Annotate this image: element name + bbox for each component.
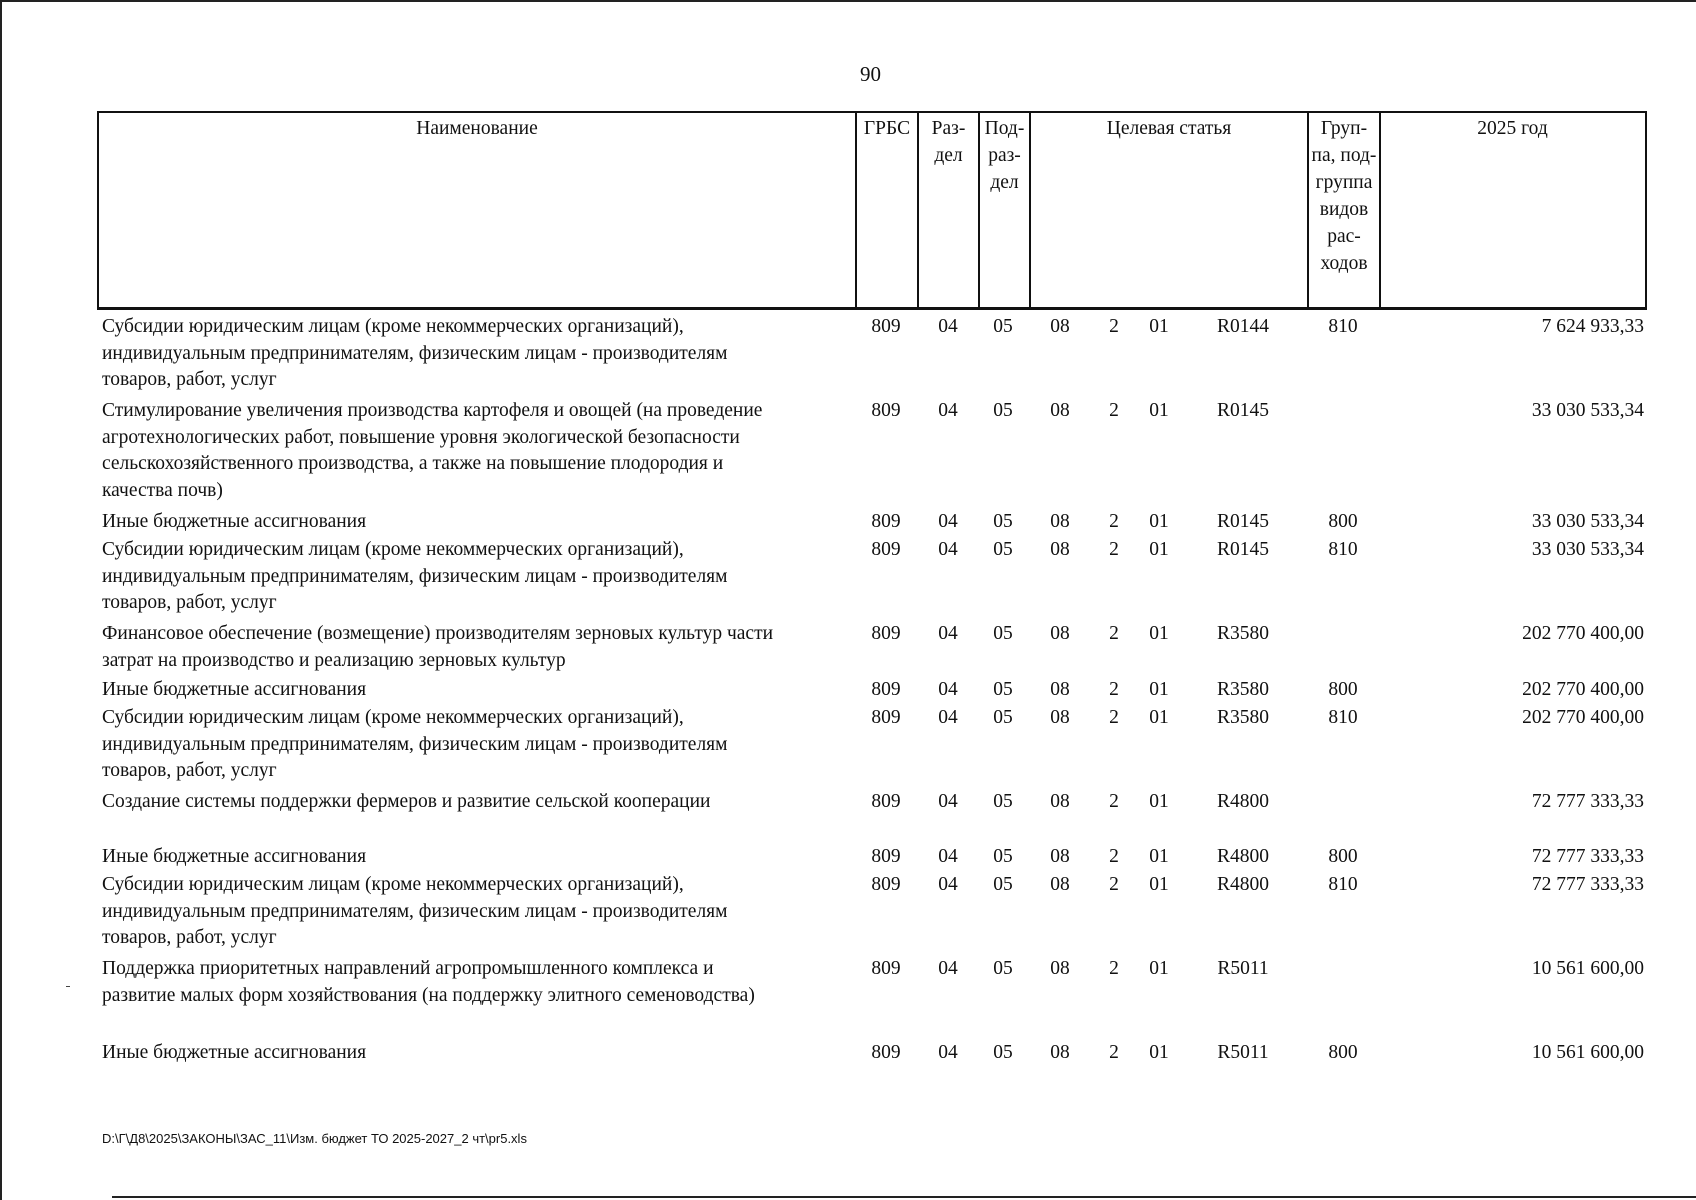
- row-razdel: 04: [938, 539, 958, 560]
- row-name: [102, 844, 848, 871]
- row-name-line: Субсидии юридическим лицам (кроме некоммерческих организаций),: [102, 539, 684, 560]
- row-name: [102, 314, 848, 394]
- row-cs3: 01: [1149, 846, 1169, 867]
- row-amount: 202 770 400,00: [1522, 679, 1644, 700]
- row-cs1: 08: [1050, 1042, 1070, 1063]
- row-cs3: 01: [1149, 400, 1169, 421]
- header-grbs: [855, 113, 917, 307]
- header-group-line: группа: [1315, 172, 1373, 193]
- header-podrazdel-line: Под-: [984, 118, 1025, 139]
- header-group: [1307, 113, 1379, 307]
- row-grbs: 809: [871, 400, 901, 421]
- row-cs3: 01: [1149, 1042, 1169, 1063]
- row-grbs: 809: [871, 846, 901, 867]
- row-cs2: 2: [1109, 846, 1119, 867]
- row-name-line: индивидуальным предпринимателям, физическим лицам - производителям: [102, 342, 728, 364]
- row-cs1: 08: [1050, 400, 1070, 421]
- row-cs4: R5011: [1217, 1042, 1269, 1063]
- row-cs1: 08: [1050, 539, 1070, 560]
- row-vr: 810: [1328, 539, 1358, 560]
- row-cs2: 2: [1109, 511, 1119, 532]
- row-name-line: агротехнологических работ, повышение уровня экологической безопасности: [102, 426, 740, 448]
- row-name: [102, 621, 848, 674]
- header-podrazdel-line: раз-: [988, 145, 1021, 166]
- header-target: [1029, 113, 1307, 307]
- scan-mark: [66, 986, 70, 987]
- row-razdel: 04: [938, 846, 958, 867]
- row-name-line: Иные бюджетные ассигнования: [102, 846, 367, 867]
- row-cs3: 01: [1149, 679, 1169, 700]
- header-name: [99, 113, 855, 307]
- header-podrazdel: [978, 113, 1029, 307]
- row-podrazdel: 05: [993, 707, 1013, 728]
- header-group-line: рас-: [1327, 226, 1361, 247]
- row-name-line: Субсидии юридическим лицам (кроме некоммерческих организаций),: [102, 707, 684, 728]
- row-amount: 10 561 600,00: [1531, 958, 1644, 979]
- row-cs4: R0145: [1216, 400, 1269, 421]
- row-cs1: 08: [1050, 874, 1070, 895]
- row-name-line: товаров, работ, услуг: [102, 760, 277, 781]
- row-cs2: 2: [1109, 707, 1119, 728]
- row-cs3: 01: [1149, 539, 1169, 560]
- row-cs3: 01: [1149, 958, 1169, 979]
- row-amount: 33 030 533,34: [1531, 511, 1644, 532]
- header-razdel-line: дел: [934, 145, 963, 166]
- header-razdel: [917, 113, 978, 307]
- row-name-line: Создание системы поддержки фермеров и развитие сельской кооперации: [102, 791, 711, 812]
- row-name-line: сельскохозяйственного производства, а также на повышение плодородия и: [102, 453, 724, 474]
- row-cs2: 2: [1109, 623, 1119, 644]
- row-name-line: Иные бюджетные ассигнования: [102, 679, 367, 700]
- row-amount: 7 624 933,33: [1541, 316, 1644, 337]
- row-name-line: Поддержка приоритетных направлений агропромышленного комплекса и: [102, 958, 714, 979]
- row-amount: 72 777 333,33: [1531, 874, 1644, 895]
- row-cs3: 01: [1149, 874, 1169, 895]
- row-cs2: 2: [1109, 1042, 1119, 1063]
- row-podrazdel: 05: [993, 791, 1013, 812]
- row-name-line: развитие малых форм хозяйствования (на поддержку элитного семеноводства): [102, 984, 755, 1006]
- row-grbs: 809: [871, 958, 901, 979]
- row-cs1: 08: [1050, 707, 1070, 728]
- row-podrazdel: 05: [993, 679, 1013, 700]
- row-vr: 810: [1328, 316, 1358, 337]
- row-cs4: R4800: [1216, 846, 1269, 867]
- row-cs2: 2: [1109, 679, 1119, 700]
- row-podrazdel: 05: [993, 1042, 1013, 1063]
- row-name-line: товаров, работ, услуг: [102, 592, 277, 613]
- row-amount: 202 770 400,00: [1522, 623, 1644, 644]
- row-cs2: 2: [1109, 400, 1119, 421]
- row-cs4: R3580: [1216, 623, 1269, 644]
- row-cs4: R0144: [1216, 316, 1269, 337]
- row-name-line: индивидуальным предпринимателям, физическим лицам - производителям: [102, 565, 728, 587]
- row-name-line: затрат на производство и реализацию зерновых культур: [102, 649, 566, 671]
- row-cs2: 2: [1109, 958, 1119, 979]
- row-vr: 800: [1328, 1042, 1358, 1063]
- row-razdel: 04: [938, 400, 958, 421]
- row-podrazdel: 05: [993, 400, 1013, 421]
- row-cs4: R0145: [1216, 539, 1269, 560]
- row-name-line: Стимулирование увеличения производства картофеля и овощей (на проведение: [102, 400, 763, 421]
- row-name: [102, 789, 848, 816]
- row-cs1: 08: [1050, 791, 1070, 812]
- row-podrazdel: 05: [993, 539, 1013, 560]
- row-name: [102, 1040, 848, 1067]
- page-frame-bottom: [112, 1196, 1696, 1198]
- row-amount: 33 030 533,34: [1531, 400, 1644, 421]
- row-podrazdel: 05: [993, 846, 1013, 867]
- row-cs1: 08: [1050, 846, 1070, 867]
- header-year: [1379, 113, 1644, 307]
- row-razdel: 04: [938, 707, 958, 728]
- row-podrazdel: 05: [993, 958, 1013, 979]
- table-header: [97, 111, 1647, 310]
- row-name: [102, 872, 848, 952]
- row-cs1: 08: [1050, 316, 1070, 337]
- row-grbs: 809: [871, 707, 901, 728]
- file-path: D:\Г\Д8\2025\ЗАКОНЫ\ЗАС_11\Изм. бюджет ТО 2025-2027_2 чт\pr5.xls: [102, 1131, 527, 1146]
- row-vr: 810: [1328, 707, 1358, 728]
- row-name: [102, 677, 848, 704]
- row-razdel: 04: [938, 316, 958, 337]
- row-razdel: 04: [938, 623, 958, 644]
- row-name-line: Субсидии юридическим лицам (кроме некоммерческих организаций),: [102, 316, 684, 337]
- row-name-line: Иные бюджетные ассигнования: [102, 511, 367, 532]
- row-amount: 33 030 533,34: [1531, 539, 1644, 560]
- row-grbs: 809: [871, 679, 901, 700]
- row-cs3: 01: [1149, 511, 1169, 532]
- page-number: 90: [860, 62, 881, 86]
- row-cs1: 08: [1050, 679, 1070, 700]
- row-name: [102, 705, 848, 785]
- row-name-line: Субсидии юридическим лицам (кроме некоммерческих организаций),: [102, 874, 684, 895]
- header-razdel-line: Раз-: [931, 118, 966, 139]
- row-name-line: качества почв): [102, 479, 223, 501]
- row-cs4: R5011: [1217, 958, 1269, 979]
- header-target-label: Целевая статья: [1106, 118, 1232, 139]
- row-razdel: 04: [938, 679, 958, 700]
- row-cs2: 2: [1109, 539, 1119, 560]
- row-vr: 810: [1328, 874, 1358, 895]
- row-cs4: R4800: [1216, 874, 1269, 895]
- header-podrazdel-line: дел: [990, 172, 1019, 193]
- row-name-line: товаров, работ, услуг: [102, 927, 277, 948]
- row-razdel: 04: [938, 874, 958, 895]
- header-name-label: Наименование: [416, 118, 538, 139]
- row-podrazdel: 05: [993, 511, 1013, 532]
- row-razdel: 04: [938, 511, 958, 532]
- header-group-line: ходов: [1320, 253, 1368, 274]
- row-cs3: 01: [1149, 707, 1169, 728]
- page-frame-left: [0, 0, 2, 1200]
- row-name: [102, 398, 848, 504]
- row-cs1: 08: [1050, 511, 1070, 532]
- row-grbs: 809: [871, 1042, 901, 1063]
- row-cs4: R0145: [1216, 511, 1269, 532]
- row-vr: 800: [1328, 846, 1358, 867]
- header-group-line: Груп-: [1320, 118, 1368, 139]
- row-cs4: R4800: [1216, 791, 1269, 812]
- row-grbs: 809: [871, 539, 901, 560]
- row-cs1: 08: [1050, 958, 1070, 979]
- row-cs3: 01: [1149, 316, 1169, 337]
- row-amount: 202 770 400,00: [1522, 707, 1644, 728]
- row-name-line: Иные бюджетные ассигнования: [102, 1042, 367, 1063]
- row-cs2: 2: [1109, 791, 1119, 812]
- row-grbs: 809: [871, 623, 901, 644]
- row-vr: 800: [1328, 511, 1358, 532]
- row-cs3: 01: [1149, 791, 1169, 812]
- row-amount: 72 777 333,33: [1531, 846, 1644, 867]
- row-podrazdel: 05: [993, 623, 1013, 644]
- row-name-line: товаров, работ, услуг: [102, 369, 277, 390]
- row-name-line: индивидуальным предпринимателям, физическим лицам - производителям: [102, 733, 728, 755]
- row-name: [102, 537, 848, 617]
- row-grbs: 809: [871, 316, 901, 337]
- row-amount: 10 561 600,00: [1531, 1042, 1644, 1063]
- row-razdel: 04: [938, 958, 958, 979]
- row-name-line: Финансовое обеспечение (возмещение) производителям зерновых культур части: [102, 623, 774, 644]
- header-group-line: видов: [1319, 199, 1369, 220]
- row-name: [102, 956, 848, 1009]
- row-grbs: 809: [871, 511, 901, 532]
- row-cs4: R3580: [1216, 679, 1269, 700]
- row-cs4: R3580: [1216, 707, 1269, 728]
- row-cs1: 08: [1050, 623, 1070, 644]
- row-razdel: 04: [938, 791, 958, 812]
- row-grbs: 809: [871, 791, 901, 812]
- row-podrazdel: 05: [993, 874, 1013, 895]
- row-amount: 72 777 333,33: [1531, 791, 1644, 812]
- row-vr: 800: [1328, 679, 1358, 700]
- row-grbs: 809: [871, 874, 901, 895]
- page-frame-top: [0, 0, 1696, 2]
- row-razdel: 04: [938, 1042, 958, 1063]
- row-name-line: индивидуальным предпринимателям, физическим лицам - производителям: [102, 900, 728, 922]
- row-name: [102, 509, 848, 536]
- header-year-label: 2025 год: [1477, 118, 1548, 139]
- header-group-line: па, под-: [1311, 145, 1377, 166]
- row-cs2: 2: [1109, 316, 1119, 337]
- row-cs2: 2: [1109, 874, 1119, 895]
- row-cs3: 01: [1149, 623, 1169, 644]
- header-grbs-label: ГРБС: [863, 118, 911, 139]
- row-podrazdel: 05: [993, 316, 1013, 337]
